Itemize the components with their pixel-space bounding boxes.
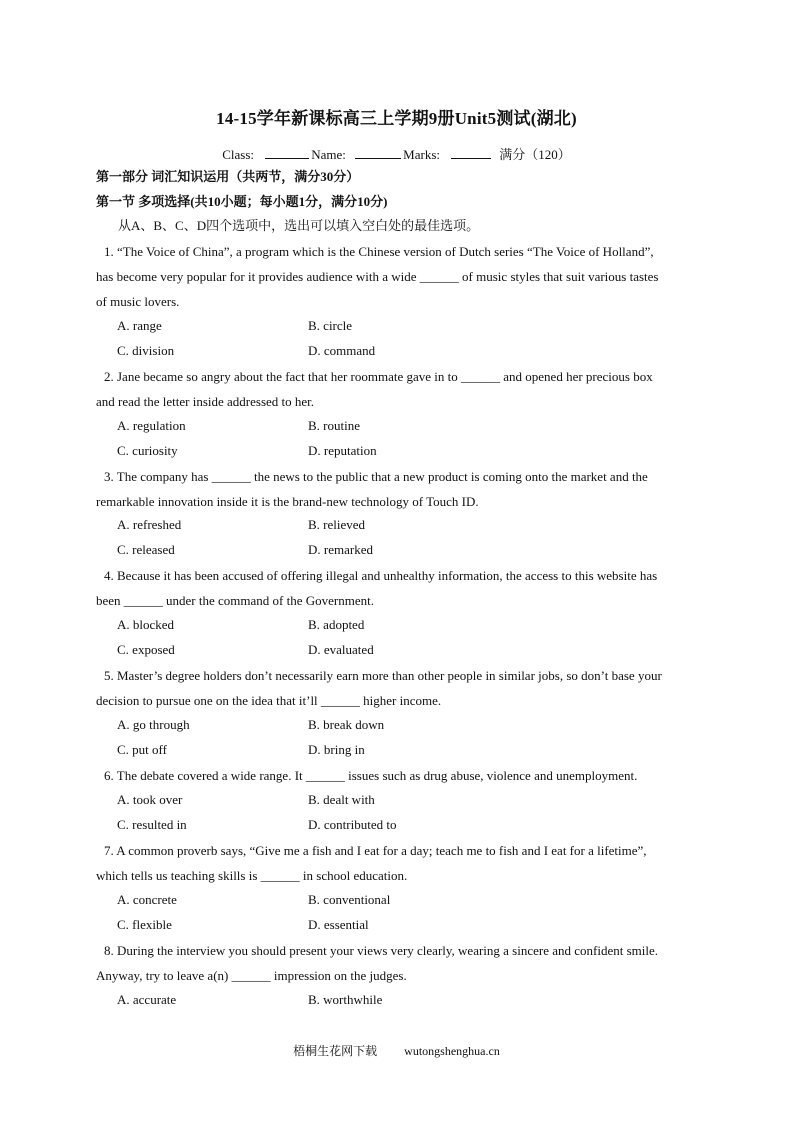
option-a: A. go through bbox=[117, 717, 190, 732]
question-line: Anyway, try to leave a(n) ______ impression on the judges. bbox=[96, 968, 407, 983]
question-line: remarkable innovation inside it is the brand-new technology of Touch ID. bbox=[96, 494, 479, 509]
option-c: C. division bbox=[117, 343, 175, 358]
instruction-text: 从A、B、C、D四个选项中，选出可以填入空白处的最佳选项。 bbox=[118, 218, 480, 233]
option-c: C. put off bbox=[117, 742, 167, 757]
question-2 bbox=[96, 364, 708, 414]
question-6 bbox=[96, 763, 708, 788]
question-line: 3. The company has ______ the news to the public that a new product is coming onto the market and the bbox=[104, 469, 648, 484]
option-c: C. released bbox=[117, 542, 175, 557]
option-c: C. exposed bbox=[117, 642, 175, 657]
option-b: B. adopted bbox=[308, 617, 365, 632]
section-one-heading: 第一节 多项选择(共10小题；每小题1分，满分10分) bbox=[96, 194, 388, 209]
question-line: has become very popular for it provides audience with a wide ______ of music styles that suit various tastes bbox=[96, 269, 659, 284]
option-a: A. accurate bbox=[117, 992, 177, 1007]
option-c: C. flexible bbox=[117, 917, 172, 932]
question-4 bbox=[96, 563, 708, 613]
name-label: Name: bbox=[311, 147, 346, 162]
part-one-heading: 第一部分 词汇知识运用（共两节，满分30分） bbox=[96, 169, 360, 184]
question-3 bbox=[96, 464, 708, 514]
question-line: 8. During the interview you should present your views very clearly, wearing a sincere and confident smile. bbox=[104, 943, 659, 958]
option-b: B. conventional bbox=[308, 892, 391, 907]
option-c: C. curiosity bbox=[117, 443, 178, 458]
option-d: D. command bbox=[308, 343, 376, 358]
option-a: A. refreshed bbox=[117, 517, 182, 532]
option-a: A. regulation bbox=[117, 418, 186, 433]
option-a: A. blocked bbox=[117, 617, 175, 632]
option-a: A. took over bbox=[117, 792, 183, 807]
question-line: 6. The debate covered a wide range. It ______ issues such as drug abuse, violence and unemployment. bbox=[104, 768, 638, 783]
class-info-line bbox=[0, 144, 793, 163]
footer-site-url: wutongshenghua.cn bbox=[404, 1044, 500, 1058]
class-blank bbox=[265, 146, 309, 159]
question-line: 5. Master’s degree holders don’t necessarily earn more than other people in similar jobs, so don’t base your bbox=[104, 668, 662, 683]
question-line: and read the letter inside addressed to her. bbox=[96, 394, 315, 409]
page-title: 14-15学年新课标高三上学期9册Unit5测试(湖北) bbox=[216, 109, 577, 128]
option-a: A. concrete bbox=[117, 892, 177, 907]
question-line: been ______ under the command of the Government. bbox=[96, 593, 374, 608]
option-d: D. essential bbox=[308, 917, 369, 932]
option-a: A. range bbox=[117, 318, 162, 333]
name-blank bbox=[355, 146, 401, 159]
question-7 bbox=[96, 838, 708, 888]
page-footer bbox=[0, 1042, 793, 1059]
marks-blank bbox=[451, 146, 491, 159]
question-1 bbox=[96, 239, 708, 314]
option-b: B. routine bbox=[308, 418, 360, 433]
option-b: B. relieved bbox=[308, 517, 366, 532]
option-b: B. circle bbox=[308, 318, 353, 333]
option-b: B. worthwhile bbox=[308, 992, 383, 1007]
option-c: C. resulted in bbox=[117, 817, 187, 832]
option-b: B. dealt with bbox=[308, 792, 375, 807]
option-d: D. contributed to bbox=[308, 817, 397, 832]
question-8 bbox=[96, 938, 708, 988]
option-b: B. break down bbox=[308, 717, 385, 732]
question-line: which tells us teaching skills is ______ in school education. bbox=[96, 868, 408, 883]
class-label: Class: bbox=[222, 147, 255, 162]
option-d: D. bring in bbox=[308, 742, 365, 757]
footer-site-name: 梧桐生花网下载 bbox=[293, 1044, 378, 1058]
question-line: 7. A common proverb says, “Give me a fish and I eat for a day; teach me to fish and I eat for a lifetime”, bbox=[104, 843, 647, 858]
question-line: 2. Jane became so angry about the fact that her roommate gave in to ______ and opened her precious box bbox=[104, 369, 653, 384]
option-d: D. remarked bbox=[308, 542, 373, 557]
marks-label: Marks: bbox=[403, 147, 441, 162]
question-5 bbox=[96, 663, 708, 713]
question-line: 1. “The Voice of China”, a program which is the Chinese version of Dutch series “The Voice of Holland”, bbox=[104, 244, 654, 259]
option-d: D. reputation bbox=[308, 443, 377, 458]
question-line: decision to pursue one on the idea that it’ll ______ higher income. bbox=[96, 693, 442, 708]
question-line: 4. Because it has been accused of offering illegal and unhealthy information, the access to this website has bbox=[104, 568, 658, 583]
question-line: of music lovers. bbox=[96, 294, 180, 309]
option-d: D. evaluated bbox=[308, 642, 374, 657]
full-score: 满分（120） bbox=[499, 147, 571, 162]
